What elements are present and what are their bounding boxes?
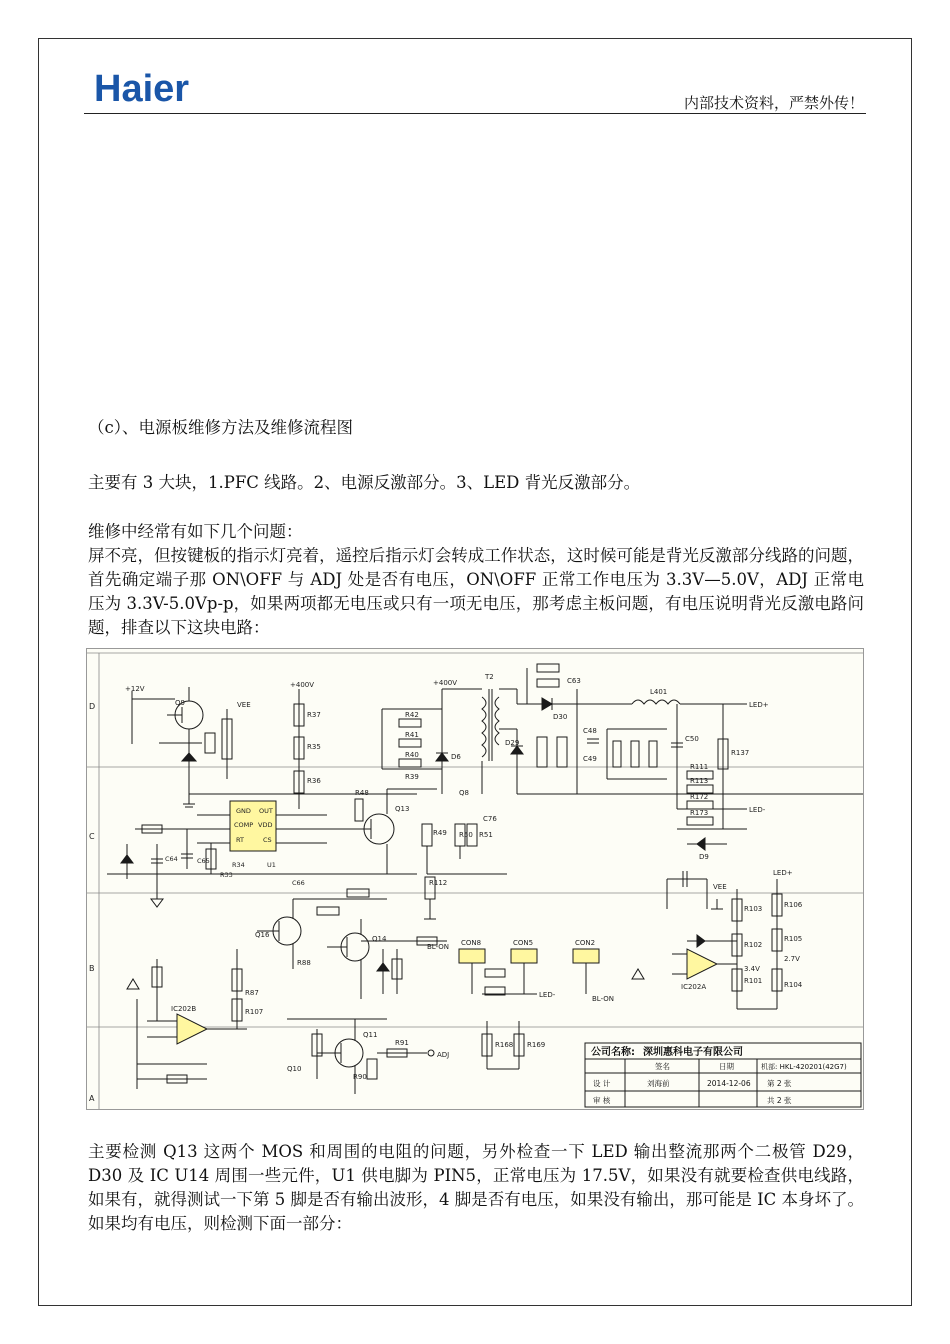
label-400v-b: +400V [433, 679, 458, 687]
label-con2: CON2 [575, 939, 596, 947]
problem-paragraph: 屏不亮，但按键板的指示灯亮着，遥控后指示灯会转成工作状态，这时候可能是背光反激部分线路的问题，首先确定端子那 ON\OFF 与 ADJ 处是否有电压，ON\OFF 正常工作电压为 3.3V—5.0V，ADJ 正常电压为 3.3V-5.0Vp-p，如果两项都无电压或只有一项无电压，那考虑主板问题，有电压说明背光反激电路问题，排查以下这块电路： [88, 546, 864, 637]
label-q13: Q13 [395, 805, 410, 813]
label-r49: R49 [433, 829, 447, 837]
faq-heading: 维修中经常有如下几个问题： [88, 522, 303, 541]
row-label-a: A [89, 1094, 95, 1103]
label-c65: C65 [197, 857, 210, 865]
circuit-schematic [86, 648, 864, 1110]
label-r39: R39 [405, 773, 419, 781]
total-label: 共 2 张 [767, 1096, 792, 1105]
label-r112: R112 [429, 879, 448, 887]
label-2-7v: 2.7V [784, 955, 800, 963]
label-r34: R34 [232, 861, 245, 869]
model-label: 机部: HKL-420201(42G7) [761, 1063, 847, 1071]
confidential-note: 内部技术资料，严禁外传！ [683, 94, 864, 112]
header-rule [84, 113, 866, 114]
label-u1-gnd: GND [236, 807, 251, 815]
label-r37: R37 [307, 711, 321, 719]
label-r50: R50 [459, 831, 473, 839]
label-adj: ADJ [437, 1051, 450, 1059]
label-r113: R113 [690, 777, 709, 785]
output-filter [607, 700, 750, 850]
label-r36: R36 [307, 777, 321, 785]
row-label-b: B [89, 964, 95, 973]
label-r88: R88 [297, 959, 311, 967]
intro-paragraph: 主要有 3 大块，1.PFC 线路。2、电源反激部分。3、LED 背光反激部分。 [88, 473, 641, 492]
label-d30: D30 [553, 713, 568, 721]
label-r41: R41 [405, 731, 419, 739]
review-label: 审 核 [593, 1096, 611, 1105]
page-label: 第 2 张 [767, 1079, 792, 1088]
q11-block [287, 1019, 434, 1094]
diagnosis-paragraph: 主要检测 Q13 这两个 MOS 和周围的电阻的问题，另外检查一下 LED 输出整流那两个二极管 D29，D30 及 IC U14 周围一些元件，U1 供电脚为 PIN5，正常电压为 17.5V，如果没有就要检查供电线路，如果有，就得测试一下第 5 脚是否有输出波形，4 脚是否有电压，如果没有输出，那可能是 IC 本身坏了。如果均有电压，则检测下面一部分： [88, 1142, 864, 1233]
label-c50: C50 [685, 735, 699, 743]
label-r111: R111 [690, 763, 709, 771]
label-u1-rt: RT [236, 836, 245, 844]
label-c66: C66 [292, 879, 305, 887]
label-c49: C49 [583, 755, 597, 763]
label-r42: R42 [405, 711, 419, 719]
label-led-plus-out: LED+ [749, 701, 769, 709]
col-date: 日期 [719, 1062, 734, 1071]
label-r91: R91 [395, 1039, 409, 1047]
ic202b-block [127, 959, 247, 1089]
q14-q16-block [232, 889, 450, 1029]
label-r35: R35 [307, 743, 321, 751]
label-12v: +12V [125, 685, 145, 693]
designer-name: 刘海前 [647, 1079, 670, 1088]
label-r173: R173 [690, 809, 709, 817]
label-led-minus-con: LED- [539, 991, 556, 999]
label-vee-right: VEE [713, 883, 727, 891]
label-r105: R105 [784, 935, 803, 943]
label-u1: U1 [267, 861, 276, 869]
r37-column [294, 689, 304, 809]
label-q11: Q11 [363, 1031, 378, 1039]
label-q8: Q8 [459, 789, 469, 797]
label-r48: R48 [355, 789, 369, 797]
label-con8: CON8 [461, 939, 482, 947]
label-u1-out: OUT [259, 807, 273, 815]
label-u1-vdd: VDD [258, 821, 273, 829]
ic202a-block [632, 871, 782, 1009]
label-r103: R103 [744, 905, 763, 913]
label-c76: C76 [483, 815, 497, 823]
haier-logo: Haier [94, 68, 190, 110]
label-u1-comp: COMP [234, 821, 254, 829]
label-ic202b: IC202B [171, 1005, 197, 1013]
label-r172: R172 [690, 793, 709, 801]
label-r107: R107 [245, 1008, 264, 1016]
label-con5: CON5 [513, 939, 534, 947]
label-3-4v: 3.4V [744, 965, 760, 973]
row-label-c: C [89, 832, 95, 841]
label-r106: R106 [784, 901, 803, 909]
label-d9: D9 [699, 853, 709, 861]
label-r101: R101 [744, 977, 763, 985]
label-r168: R168 [495, 1041, 514, 1049]
label-r102: R102 [744, 941, 763, 949]
company-name: 深圳惠科电子有限公司 [643, 1047, 743, 1058]
label-r51: R51 [479, 831, 493, 839]
label-q10: Q10 [287, 1065, 302, 1073]
connectors [459, 949, 599, 995]
design-date: 2014-12-06 [707, 1079, 751, 1088]
label-q9: Q9 [175, 699, 185, 707]
label-r104: R104 [784, 981, 803, 989]
label-r40: R40 [405, 751, 419, 759]
label-c64: C64 [165, 855, 178, 863]
label-r169: R169 [527, 1041, 546, 1049]
snubber-block [382, 689, 467, 794]
label-t2: T2 [485, 673, 494, 681]
company-label: 公司名称: [591, 1047, 635, 1058]
label-r33: R33 [220, 871, 233, 879]
label-led-plus-r: LED+ [773, 869, 793, 877]
label-q16: Q16 [255, 931, 270, 939]
label-400v-a: +400V [290, 681, 315, 689]
label-c48: C48 [583, 727, 597, 735]
section-title: （c）、电源板维修方法及维修流程图 [88, 418, 353, 437]
label-d6: D6 [451, 753, 461, 761]
label-vee-top: VEE [237, 701, 251, 709]
label-u1-cs: CS [263, 836, 272, 844]
design-label: 设 计 [593, 1079, 611, 1088]
label-r87: R87 [245, 989, 259, 997]
col-sign: 签名 [655, 1062, 670, 1071]
label-r90: R90 [353, 1073, 367, 1081]
label-r137: R137 [731, 749, 750, 757]
label-d29: D29 [505, 739, 520, 747]
label-q14: Q14 [372, 935, 387, 943]
row-label-d: D [89, 702, 96, 711]
label-l401: L401 [650, 688, 668, 696]
label-led-minus-out: LED- [749, 806, 766, 814]
label-ic202a: IC202A [681, 983, 707, 991]
label-bl-on-a: BL-ON [427, 943, 450, 951]
label-c63: C63 [567, 677, 581, 685]
label-bl-on-b: BL-ON [592, 995, 615, 1003]
